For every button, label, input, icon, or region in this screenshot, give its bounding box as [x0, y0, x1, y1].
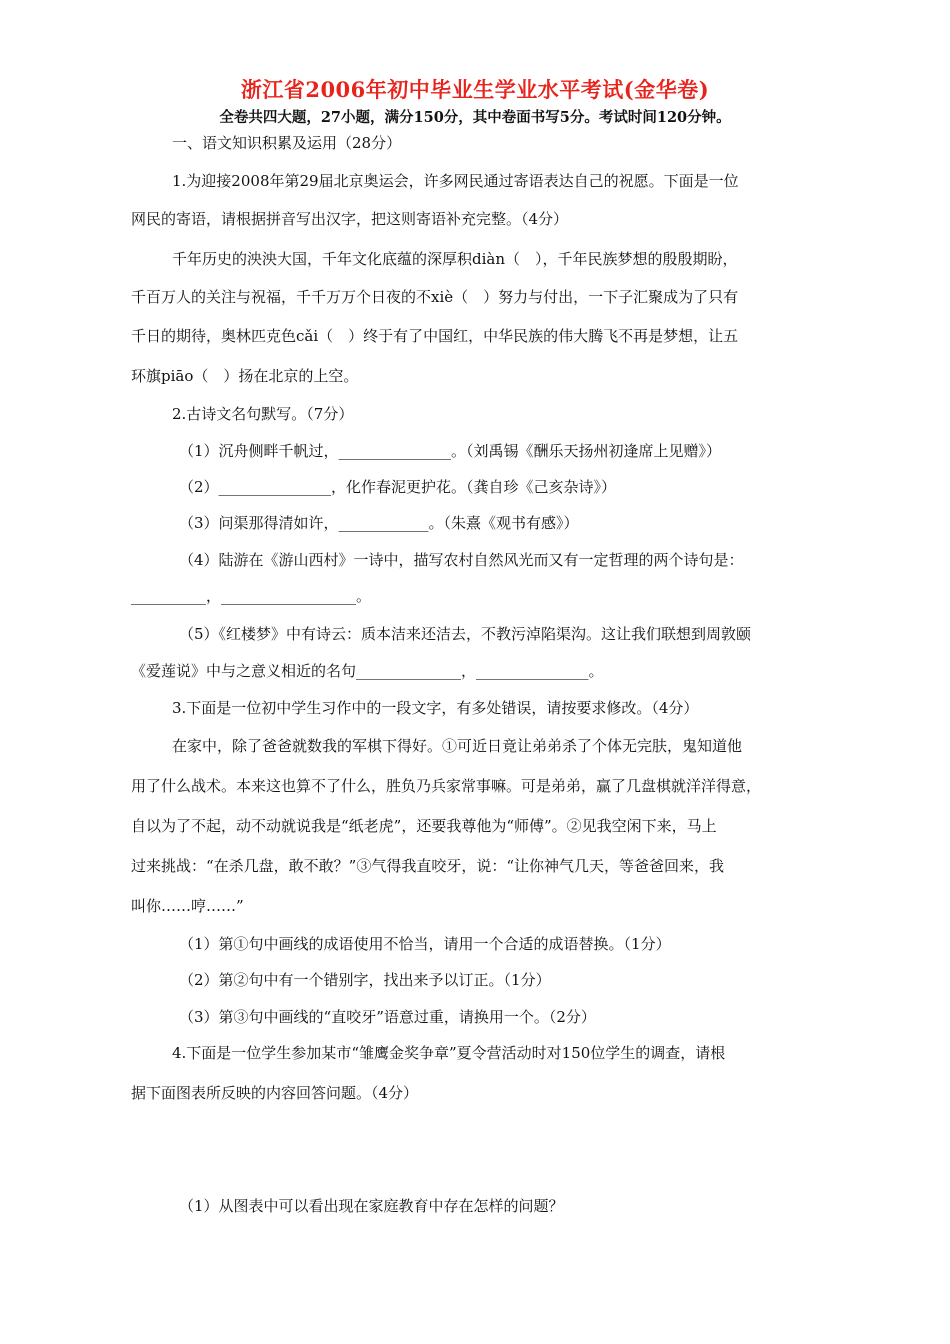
question-3-stem: 3.下面是一位初中学生习作中的一段文字，有多处错误，请按要求修改。（4分） — [172, 699, 699, 717]
exam-title: 浙江省2006年初中毕业生学业水平考试(金华卷) — [240, 77, 710, 102]
question-3-item: （3）第③句中画线的“直咬牙”语意过重，请换用一个。（2分） — [179, 1008, 596, 1026]
question-1-stem: 1.为迎接2008年第29届北京奥运会，许多网民通过寄语表达自己的祝愿。下面是一位 — [172, 172, 739, 190]
question-2-item: （5）《红楼梦》中有诗云：质本洁来还洁去，不教污淖陷渠沟。这让我们联想到周敦颐 — [179, 625, 752, 643]
question-4-stem: 4.下面是一位学生参加某市“雏鹰金奖争章”夏令营活动时对150位学生的调查，请根 — [172, 1044, 726, 1062]
passage-line: 千日的期待，奥林匹克色cǎi（ ）终于有了中国红，中华民族的伟大腾飞不再是梦想，让五 — [131, 327, 739, 345]
exam-instructions: 全卷共四大题，27小题，满分150分，其中卷面书写5分。考试时间120分钟。 — [219, 109, 731, 126]
passage-line: 千年历史的泱泱大国，千年文化底蕴的深厚积diàn（ ），千年民族梦想的殷殷期盼， — [172, 250, 738, 268]
essay-excerpt-line: 自以为了不起，动不动就说我是“纸老虎”，还要我尊他为“师傅”。②见我空闲下来，马上 — [131, 817, 717, 835]
question-2-item: （3）问渠那得清如许，____________。（朱熹《观书有感》） — [179, 514, 579, 532]
passage-line: 千百万人的关注与祝福，千千万万个日夜的不xiè（ ）努力与付出，一下子汇聚成为了只有 — [131, 288, 739, 306]
essay-excerpt-line: 在家中，除了爸爸就数我的军棋下得好。①可近日竟让弟弟杀了个体无完肤，鬼知道他 — [172, 737, 743, 755]
question-2-item-cont: 《爱莲说》中与之意义相近的名句______________，_______________。 — [131, 662, 604, 680]
essay-excerpt-line: 过来挑战：“在杀几盘，敢不敢？”③气得我直咬牙，说：“让你神气几天，等爸爸回来，我 — [131, 857, 725, 875]
essay-excerpt-line: 叫你……哼……” — [131, 897, 244, 915]
answer-blank-line: __________，__________________。 — [131, 587, 372, 605]
question-4-stem-cont: 据下面图表所反映的内容回答问题。（4分） — [131, 1084, 419, 1102]
essay-excerpt-line: 用了什么战术。本来这也算不了什么，胜负乃兵家常事嘛。可是弟弟，赢了几盘棋就洋洋得意， — [131, 777, 762, 795]
question-2-stem: 2.古诗文名句默写。（7分） — [172, 405, 354, 423]
question-1-stem-cont: 网民的寄语，请根据拼音写出汉字，把这则寄语补充完整。（4分） — [131, 210, 569, 228]
question-4-item: （1）从图表中可以看出现在家庭教育中存在怎样的问题？ — [179, 1197, 564, 1215]
question-3-item: （2）第②句中有一个错别字，找出来予以订正。（1分） — [179, 971, 551, 989]
question-2-item: （2）_______________，化作春泥更护花。（龚自珍《己亥杂诗》） — [179, 478, 617, 496]
passage-line: 环旗piāo（ ）扬在北京的上空。 — [131, 367, 359, 385]
section-heading-1: 一、语文知识积累及运用（28分） — [172, 134, 402, 152]
question-2-item: （4）陆游在《游山西村》一诗中，描写农村自然风光而又有一定哲理的两个诗句是： — [179, 551, 744, 569]
question-2-item: （1）沉舟侧畔千帆过，_______________。（刘禹锡《酬乐天扬州初逢席上见赠》） — [179, 442, 722, 460]
question-3-item: （1）第①句中画线的成语使用不恰当，请用一个合适的成语替换。（1分） — [179, 935, 671, 953]
